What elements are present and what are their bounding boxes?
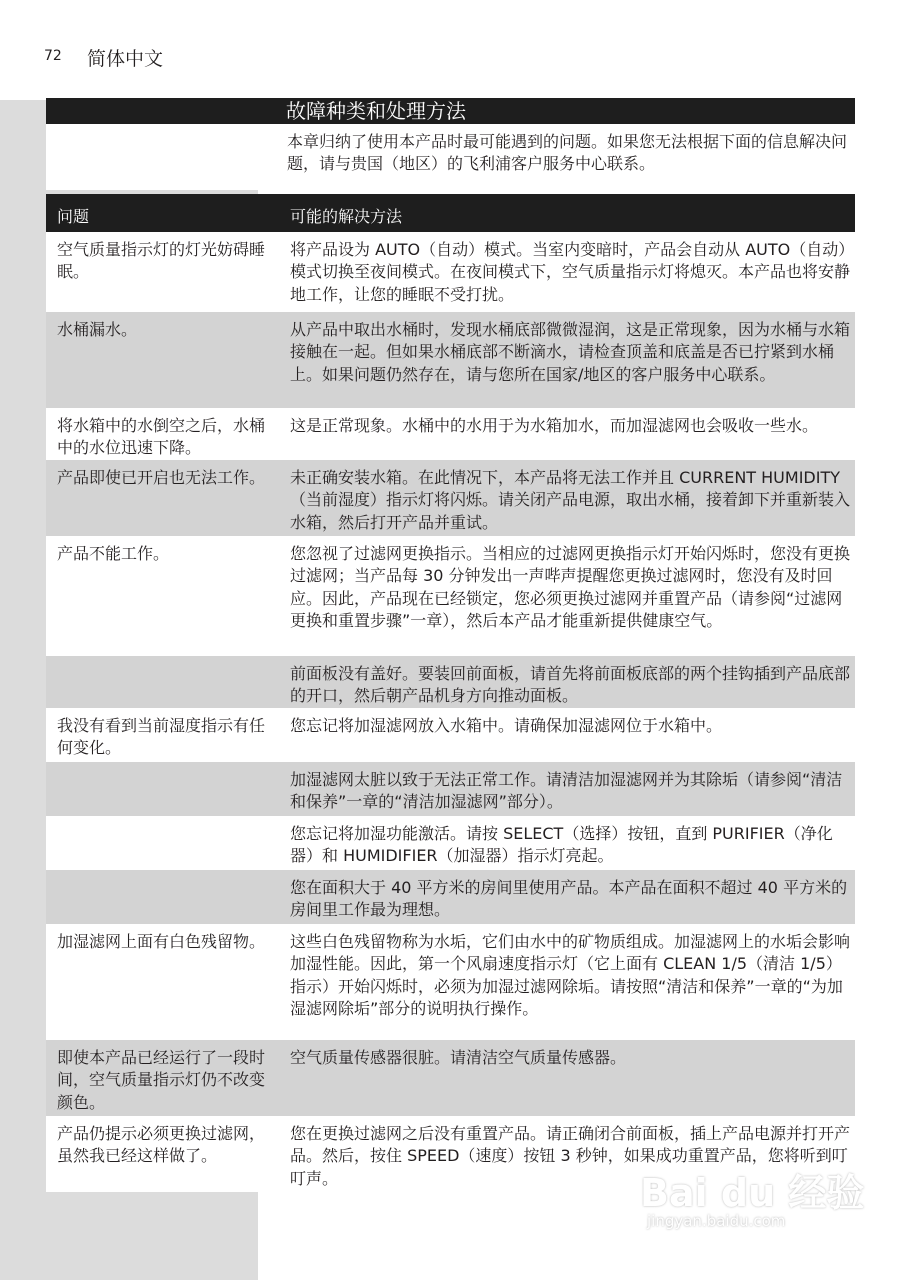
problem-cell: 我没有看到当前湿度指示有任何变化。 (57, 716, 266, 758)
language-heading: 简体中文 (87, 48, 164, 70)
solution-cell: 从产品中取出水桶时，发现水桶底部微微湿润，这是正常现象，因为水桶与水箱接触在一起。但如果水桶底部不断滴水，请检查顶盖和底盖是否已拧紧到水桶上。如果问题仍然存在，请与您所在国家/地区的客户服务中心联系。 (290, 320, 851, 384)
section-title: 故障种类和处理方法 (286, 99, 466, 123)
column-header-problem: 问题 (57, 207, 90, 226)
watermark-logo: Bai du 经验 (640, 1171, 865, 1215)
solution-cell: 空气质量传感器很脏。请清洁空气质量传感器。 (290, 1048, 627, 1067)
table-header (46, 194, 855, 232)
section-title-bar (46, 98, 855, 124)
problem-cell: 将水箱中的水倒空之后，水桶中的水位迅速下降。 (57, 416, 266, 458)
solution-cell: 您在面积大于 40 平方米的房间里使用产品。本产品在面积不超过 40 平方米的房间里工作最为理想。 (290, 878, 848, 920)
solution-cell: 您忘记将加湿滤网放入水箱中。请确保加湿滤网位于水箱中。 (290, 716, 723, 735)
watermark-url: jingyan.baidu.com (647, 1212, 786, 1230)
solution-cell: 这些白色残留物称为水垢，它们由水中的矿物质组成。加湿滤网上的水垢会影响加湿性能。因此，第一个风扇速度指示灯（它上面有 CLEAN 1/5（清洁 1/5）指示）开始闪烁时，必须为加湿过滤网除垢。请按照“清洁和保养”一章的“为加湿滤网除垢”部分的说明执行操作。 (290, 932, 851, 1018)
problem-cell: 即使本产品已经运行了一段时间，空气质量指示灯仍不改变颜色。 (57, 1048, 266, 1112)
solution-cell: 将产品设为 AUTO（自动）模式。当室内变暗时，产品会自动从 AUTO（自动）模式切换至夜间模式。在夜间模式下，空气质量指示灯将熄灭。本产品也将安静地工作，让您的睡眠不受打扰。 (290, 240, 851, 304)
problem-cell: 加湿滤网上面有白色残留物。 (57, 932, 266, 951)
table-row (46, 232, 855, 312)
problem-cell (46, 656, 271, 708)
solution-cell: 前面板没有盖好。要装回前面板，请首先将前面板底部的两个挂钩插到产品底部的开口，然后朝产品机身方向推动面板。 (290, 664, 851, 706)
table-row (46, 762, 855, 816)
problem-cell: 空气质量指示灯的灯光妨碍睡眠。 (57, 240, 266, 282)
section-intro: 本章归纳了使用本产品时最可能遇到的问题。如果您无法根据下面的信息解决问题，请与贵国（地区）的飞利浦客户服务中心联系。 (287, 132, 848, 173)
table-row (46, 312, 855, 408)
solution-cell: 未正确安装水箱。在此情况下，本产品将无法工作并且 CURRENT HUMIDITY（当前湿度）指示灯将闪烁。请关闭产品电源，取出水桶，接着卸下并重新装入水箱，然后打开产品并重试。 (290, 468, 851, 532)
table-row (46, 460, 855, 536)
intro-left-blank (46, 124, 259, 190)
solution-cell: 您在更换过滤网之后没有重置产品。请正确闭合前面板，插上产品电源并打开产品。然后，按住 SPEED（速度）按钮 3 秒钟，如果成功重置产品，您将听到叮叮声。 (290, 1124, 851, 1188)
solution-cell: 您忽视了过滤网更换指示。当相应的过滤网更换指示灯开始闪烁时，您没有更换过滤网；当产品每 30 分钟发出一声哔声提醒您更换过滤网时，您没有及时回应。因此，产品现在已经锁定，您必须更换过滤网并重置产品（请参阅“过滤网更换和重置步骤”一章），然后本产品才能重新提供健康空气。 (290, 544, 851, 630)
column-header-solution: 可能的解决方法 (290, 207, 403, 226)
problem-cell: 水桶漏水。 (57, 320, 138, 339)
solution-cell: 您忘记将加湿功能激活。请按 SELECT（选择）按钮，直到 PURIFIER（净化器）和 HUMIDIFIER（加湿器）指示灯亮起。 (290, 824, 833, 866)
table-row (46, 1040, 855, 1116)
page-number: 72 (44, 48, 62, 64)
table-row (46, 656, 855, 708)
problem-cell (46, 762, 271, 816)
solution-cell: 这是正常现象。水桶中的水用于为水箱加水，而加湿滤网也会吸收一些水。 (290, 416, 819, 435)
table-row (46, 816, 855, 870)
table-row (46, 924, 855, 1040)
problem-cell: 产品不能工作。 (57, 544, 170, 563)
table-row (46, 870, 855, 924)
problem-cell (46, 816, 271, 870)
table-row (46, 536, 855, 656)
solution-cell: 加湿滤网太脏以致于无法正常工作。请清洁加湿滤网并为其除垢（请参阅“清洁和保养”一章的“清洁加湿滤网”部分）。 (290, 770, 843, 812)
problem-cell: 产品仍提示必须更换过滤网，虽然我已经这样做了。 (57, 1124, 266, 1166)
table-row (46, 408, 855, 460)
table-row (46, 708, 855, 762)
problem-cell (46, 870, 271, 924)
problem-cell: 产品即使已开启也无法工作。 (57, 468, 266, 487)
